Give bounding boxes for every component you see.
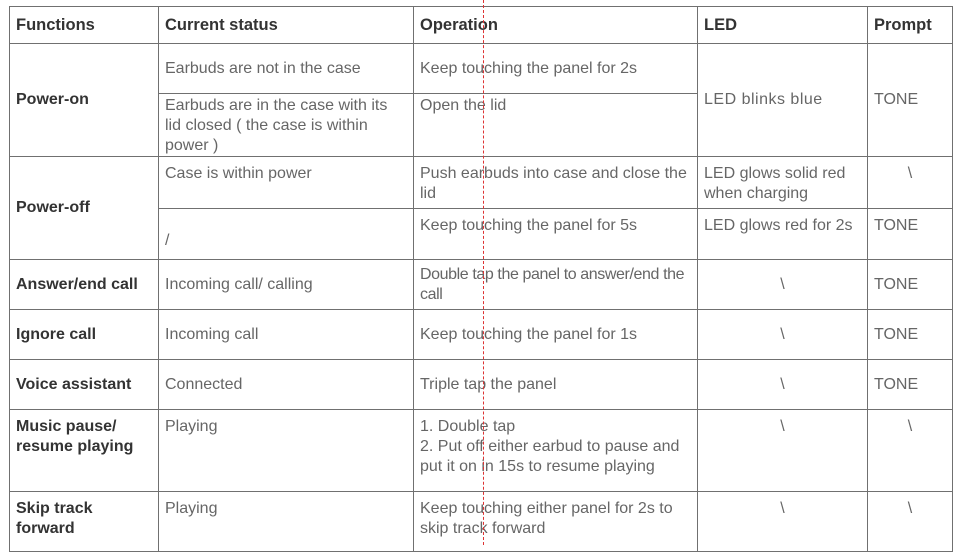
prompt-cell: \ [868,492,953,552]
prompt-cell: TONE [868,209,953,260]
table-row [10,157,953,209]
status-cell: Incoming call [159,310,414,360]
header-operation: Operation [414,7,698,44]
operation-cell: Keep touching the panel for 2s [414,44,698,94]
status-cell: Playing [159,410,414,492]
prompt-cell: \ [868,157,953,209]
status-cell: Connected [159,360,414,410]
operation-cell: Triple tap the panel [414,360,698,410]
operation-cell: Keep touching the panel for 5s [414,209,698,260]
operation-step-2: 2. Put off either earbud to pause and put it on in 15s to resume playing [420,438,680,475]
function-cell: Power-off [10,157,159,260]
header-current-status: Current status [159,7,414,44]
header-led: LED [698,7,868,44]
header-row [10,7,953,44]
function-cell: Answer/end call [10,260,159,310]
guide-line [483,0,484,545]
prompt-cell: TONE [868,44,953,157]
led-cell: LED glows red for 2s [698,209,868,260]
prompt-cell: TONE [868,360,953,410]
status-cell: Earbuds are in the case with its lid closed ( the case is within power ) [159,94,414,157]
table-row [10,360,953,410]
table-row [10,410,953,492]
led-cell: \ [698,410,868,492]
function-cell: Ignore call [10,310,159,360]
function-cell: Music pause/ resume playing [10,410,159,492]
table-row [10,260,953,310]
status-cell: / [159,209,414,260]
led-cell: \ [698,492,868,552]
led-cell: \ [698,310,868,360]
operation-step-1: 1. Double tap [420,418,516,435]
function-cell: Power-on [10,44,159,157]
table-row [10,492,953,552]
status-cell: Case is within power [159,157,414,209]
header-prompt: Prompt [868,7,953,44]
status-cell: Incoming call/ calling [159,260,414,310]
operation-cell [414,410,698,492]
function-cell: Voice assistant [10,360,159,410]
operation-cell: Double tap the panel to answer/end the call [414,260,698,310]
operation-cell: Keep touching the panel for 1s [414,310,698,360]
status-cell: Earbuds are not in the case [159,44,414,94]
operation-cell: Push earbuds into case and close the lid [414,157,698,209]
prompt-cell: TONE [868,310,953,360]
led-cell: LED blinks blue [698,44,868,157]
led-cell: \ [698,360,868,410]
header-functions: Functions [10,7,159,44]
led-cell: LED glows solid red when charging [698,157,868,209]
operation-cell: Keep touching either panel for 2s to skip track forward [414,492,698,552]
function-cell: Skip track forward [10,492,159,552]
functions-table [9,6,953,552]
led-cell: \ [698,260,868,310]
table-row [10,44,953,94]
operation-cell: Open the lid [414,94,698,157]
prompt-cell: \ [868,410,953,492]
table-row [10,310,953,360]
status-cell: Playing [159,492,414,552]
prompt-cell: TONE [868,260,953,310]
